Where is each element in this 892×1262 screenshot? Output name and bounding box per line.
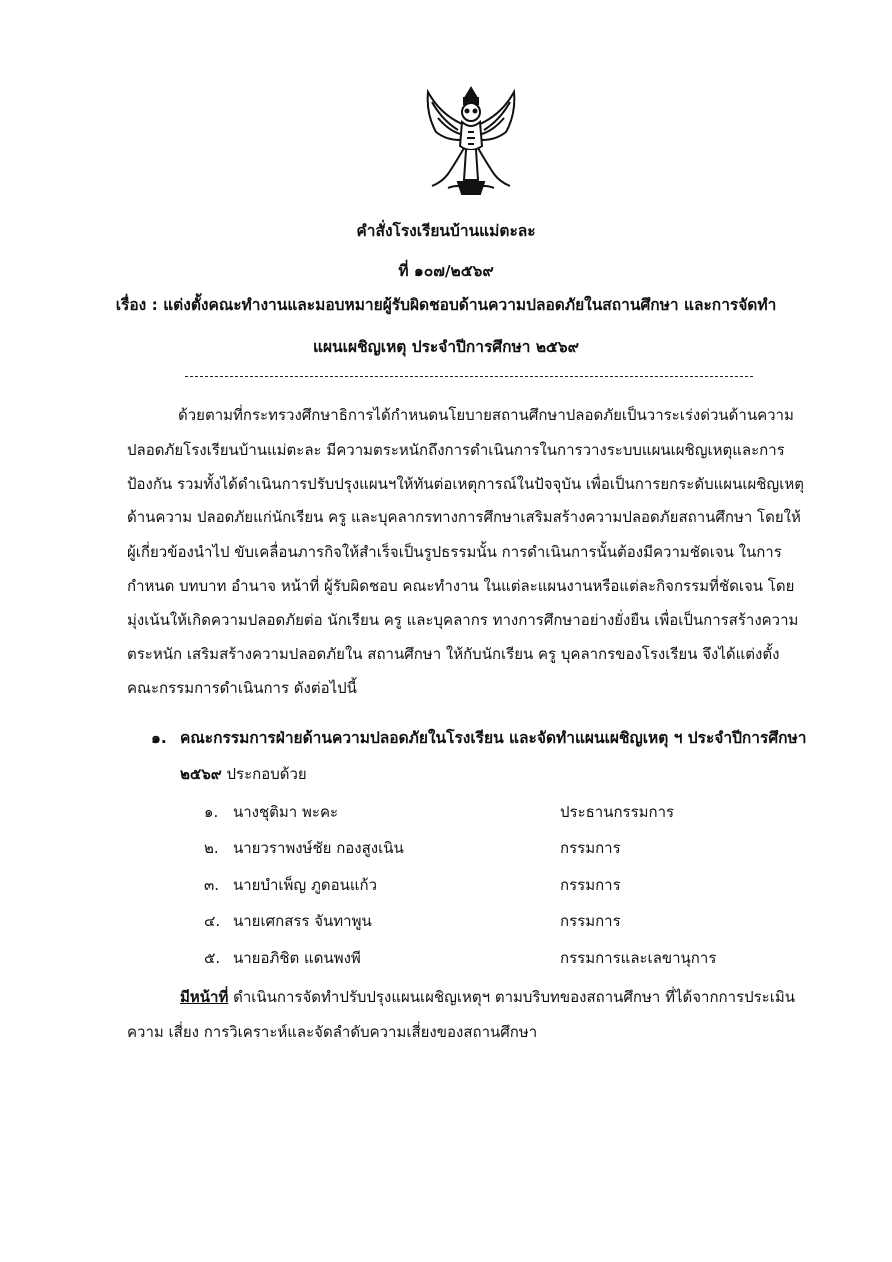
intro-line-7: มุ่งเน้นให้เกิดความปลอดภัยต่อ นักเรียน ครู และบุคลากร ทางการศึกษาอย่างยั่งยืน เพื่อเป็นการสร้างความ (127, 611, 799, 629)
intro-line-2: ปลอดภัยโรงเรียนบ้านแม่ตะละ มีความตระหนักถึงการดำเนินการในการวางระบบแผนเผชิญเหตุและการ (127, 441, 785, 459)
member-3-name: นายบำเพ็ญ ภูดอนแก้ว (233, 876, 378, 894)
intro-line-3: ป้องกัน รวมทั้งได้ดำเนินการปรับปรุงแผนฯให้ทันต่อเหตุการณ์ในปัจจุบัน เพื่อเป็นการยกระดับแผนเผชิญเหตุ (127, 475, 804, 493)
member-3-role: กรรมการ (560, 876, 621, 894)
intro-line-9: คณะกรรมการดำเนินการ ดังต่อไปนี้ (127, 679, 357, 697)
subject-line-2: แผนเผชิญเหตุ ประจำปีการศึกษา ๒๕๖๙ (313, 338, 579, 356)
member-5-role: กรรมการและเลขานุการ (560, 949, 717, 967)
intro-line-4: ด้านความ ปลอดภัยแก่นักเรียน ครู และบุคลากรทางการศึกษาเสริมสร้างความปลอดภัยสถานศึกษา โดยให้ (127, 508, 801, 526)
member-2-role: กรรมการ (560, 839, 621, 857)
section-1-number: ๑. (151, 729, 167, 747)
member-1-number: ๑. (204, 803, 219, 821)
duty-text-1: ดำเนินการจัดทำปรับปรุงแผนเผชิญเหตุฯ ตามบริบทของสถานศึกษา ที่ได้จากการประเมิน (228, 988, 796, 1006)
member-4-role: กรรมการ (560, 912, 621, 930)
section-1-consists-of: ประกอบด้วย (221, 765, 307, 783)
member-4-number: ๔. (204, 912, 221, 930)
duty-label: มีหน้าที่ (180, 988, 229, 1006)
subject-line-1: เรื่อง : แต่งตั้งคณะทำงานและมอบหมายผู้รับผิดชอบด้านความปลอดภัยในสถานศึกษา และการจัดทำ (115, 296, 777, 314)
order-title: คำสั่งโรงเรียนบ้านแม่ตะละ (356, 222, 536, 240)
member-2-number: ๒. (204, 839, 219, 857)
intro-line-8: ตระหนัก เสริมสร้างความปลอดภัยใน สถานศึกษา ให้กับนักเรียน ครู บุคลากรของโรงเรียน จึงได้แต่งตั้ง (127, 645, 780, 663)
member-2-name: นายวราพงษ์ชัย กองสูงเนิน (233, 839, 404, 857)
order-number: ที่ ๑๐๗/๒๕๖๙ (398, 262, 494, 280)
intro-line-6: กำหนด บทบาท อำนาจ หน้าที่ ผู้รับผิดชอบ คณะทำงาน ในแต่ละแผนงานหรือแต่ละกิจกรรมที่ชัดเจน โดย (127, 577, 795, 595)
intro-line-5: ผู้เกี่ยวข้องนำไป ขับเคลื่อนภารกิจให้สำเร็จเป็นรูปธรรมนั้น การดำเนินการนั้นต้องมีความชัดเจน ในการ (127, 543, 782, 561)
member-5-name: นายอภิชิต แดนพงพี (233, 949, 361, 967)
dashed-divider (185, 376, 753, 378)
member-5-number: ๕. (204, 949, 221, 967)
member-1-role: ประธานกรรมการ (560, 803, 675, 821)
member-3-number: ๓. (204, 876, 220, 894)
member-4-name: นายเศกสรร จันทาพูน (233, 912, 372, 930)
section-1-heading: คณะกรรมการฝ่ายด้านความปลอดภัยในโรงเรียน และจัดทำแผนเผชิญเหตุ ฯ ประจำปีการศึกษา (180, 729, 807, 747)
member-1-name: นางชุติมา พะคะ (233, 803, 339, 821)
duty-line-2: ความ เสี่ยง การวิเคราะห์และจัดลำดับความเสี่ยงของสถานศึกษา (127, 1023, 538, 1041)
intro-line-1: ด้วยตามที่กระทรวงศึกษาธิการได้กำหนดนโยบายสถานศึกษาปลอดภัยเป็นวาระเร่งด่วนด้านความ (178, 406, 794, 424)
section-1-year: ๒๕๖๙ (180, 765, 222, 783)
section-1-heading-line-2 (180, 762, 307, 786)
garuda-emblem (418, 84, 524, 202)
duty-line-1 (180, 985, 795, 1009)
